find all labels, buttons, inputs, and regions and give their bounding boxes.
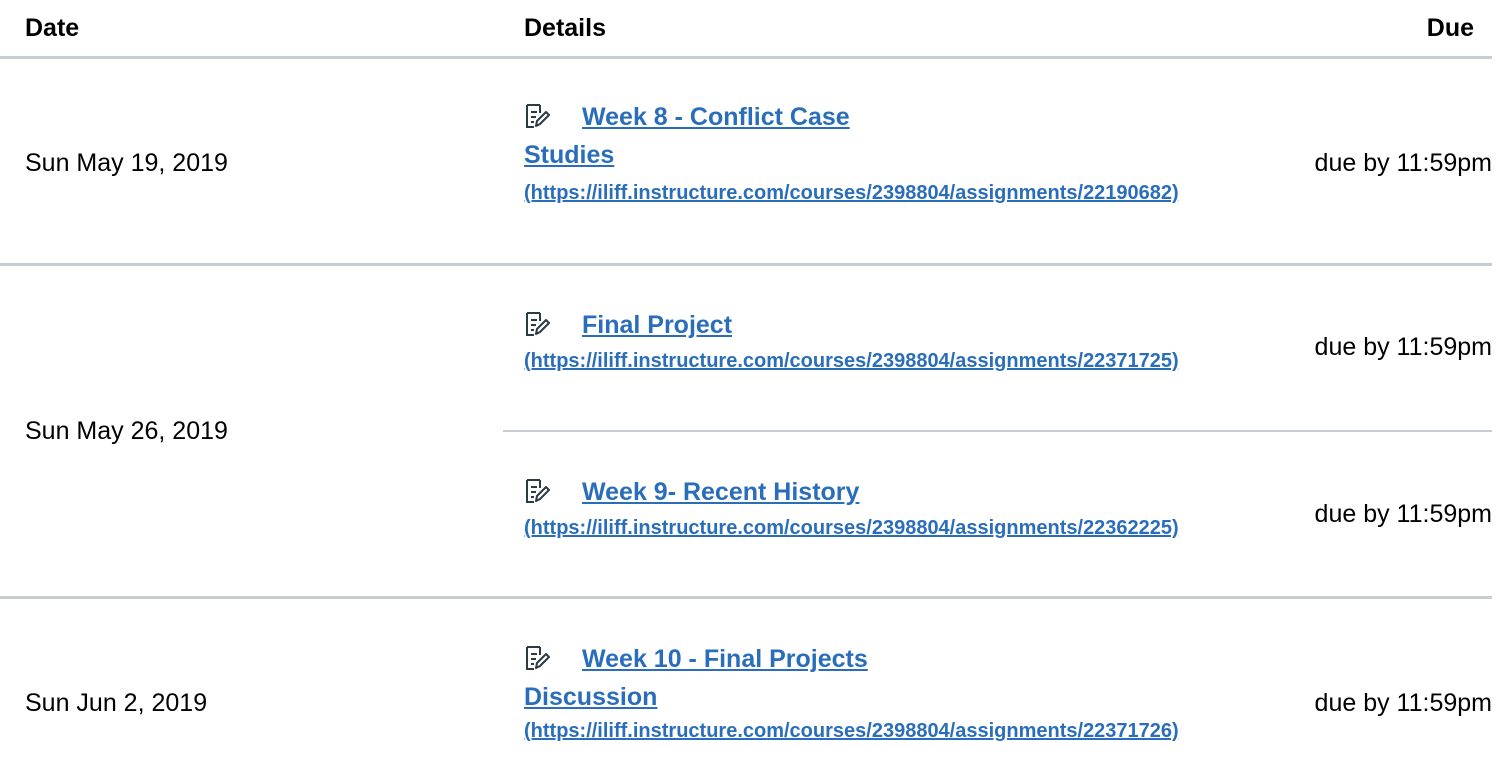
due-time: due by 11:59pm	[1314, 333, 1492, 361]
assignment-icon	[524, 478, 550, 504]
assignment-link-continued[interactable]: Discussion	[524, 683, 658, 711]
assignment-url[interactable]: (https://iliff.instructure.com/courses/2398804/assignments/22371725)	[524, 350, 1179, 372]
assignment-link[interactable]: Week 9- Recent History	[582, 478, 860, 506]
row-date: Sun May 19, 2019	[25, 149, 228, 177]
header-date: Date	[25, 14, 80, 42]
assignment-url[interactable]: (https://iliff.instructure.com/courses/2398804/assignments/22362225)	[524, 517, 1179, 539]
row-divider	[0, 596, 1492, 599]
assignment-link[interactable]: Week 10 - Final Projects	[582, 645, 868, 673]
assignment-link-continued[interactable]: Studies	[524, 141, 615, 169]
assignment-url[interactable]: (https://iliff.instructure.com/courses/2398804/assignments/22371726)	[524, 720, 1179, 742]
due-time: due by 11:59pm	[1314, 689, 1492, 717]
due-time: due by 11:59pm	[1314, 149, 1492, 177]
assignment-link[interactable]: Week 8 - Conflict Case	[582, 103, 850, 131]
header-details: Details	[524, 14, 606, 42]
header-divider	[0, 56, 1492, 59]
item-divider	[503, 430, 1492, 432]
assignment-icon	[524, 311, 550, 337]
assignment-icon	[524, 645, 550, 671]
assignment-url[interactable]: (https://iliff.instructure.com/courses/2398804/assignments/22190682)	[524, 182, 1179, 204]
table-header	[0, 0, 1492, 56]
row-divider	[0, 263, 1492, 266]
due-time: due by 11:59pm	[1314, 500, 1492, 528]
assignment-link[interactable]: Final Project	[582, 311, 733, 339]
row-date: Sun May 26, 2019	[25, 417, 228, 445]
header-due: Due	[1426, 14, 1474, 42]
assignment-icon	[524, 103, 550, 129]
row-date: Sun Jun 2, 2019	[25, 689, 208, 717]
